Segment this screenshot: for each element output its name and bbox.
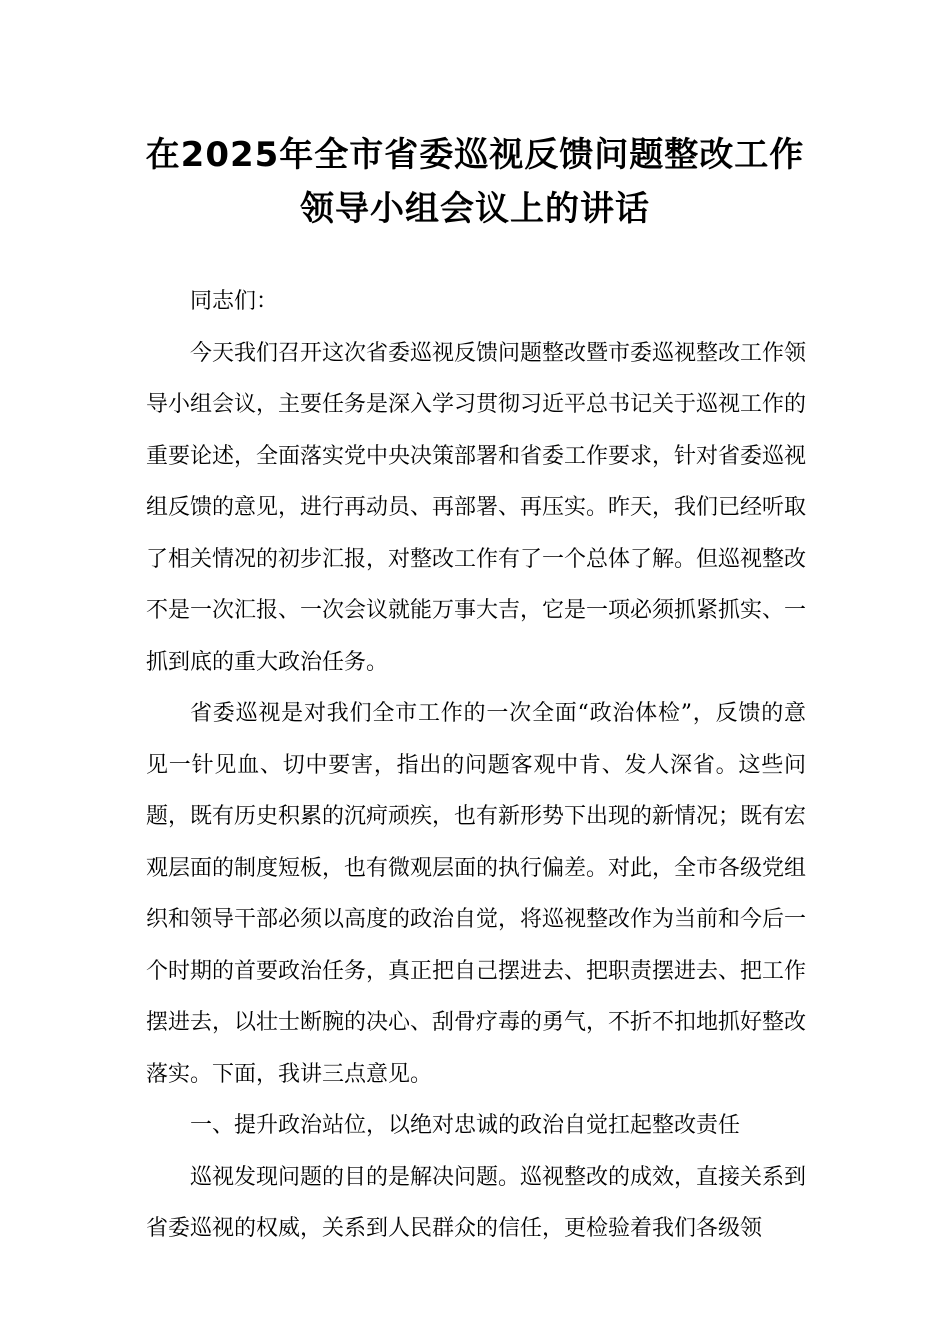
paragraph-2: 省委巡视是对我们全市工作的一次全面“政治体检”，反馈的意见一针见血、切中要害，指出的问题客观中肯、发人深省。这些问题，既有历史积累的沉疴顽疾，也有新形势下出现的新情况；既有宏观层面的制度短板，也有微观层面的执行偏差。对此，全市各级党组织和领导干部必须以高度的政治自觉，将巡视整改作为当前和今后一个时期的首要政治任务，真正把自己摆进去、把职责摆进去、把工作摆进去，以壮士断腕的决心、刮骨疗毒的勇气，不折不扣地抓好整改落实。下面，我讲三点意见。 bbox=[146, 701, 807, 1087]
document-body bbox=[146, 276, 806, 1255]
document-title bbox=[140, 128, 810, 236]
paragraph-3: 巡视发现问题的目的是解决问题。巡视整改的成效，直接关系到省委巡视的权威，关系到人民群众的信任，更检验着我们各级领 bbox=[146, 1164, 807, 1241]
title-line-2: 领导小组会议上的讲话 bbox=[300, 189, 650, 229]
section-heading-1: 一、提升政治站位，以绝对忠诚的政治自觉扛起整改责任 bbox=[190, 1113, 741, 1138]
paragraph-1: 今天我们召开这次省委巡视反馈问题整改暨市委巡视整改工作领导小组会议，主要任务是深入学习贯彻习近平总书记关于巡视工作的重要论述，全面落实党中央决策部署和省委工作要求，针对省委巡视组反馈的意见，进行再动员、再部署、再压实。昨天，我们已经听取了相关情况的初步汇报，对整改工作有了一个总体了解。但巡视整改不是一次汇报、一次会议就能万事大吉，它是一项必须抓紧抓实、一抓到底的重大政治任务。 bbox=[146, 340, 807, 675]
title-line-1: 在2025年全市省委巡视反馈问题整改工作 bbox=[145, 135, 805, 175]
salutation: 同志们： bbox=[190, 289, 279, 314]
